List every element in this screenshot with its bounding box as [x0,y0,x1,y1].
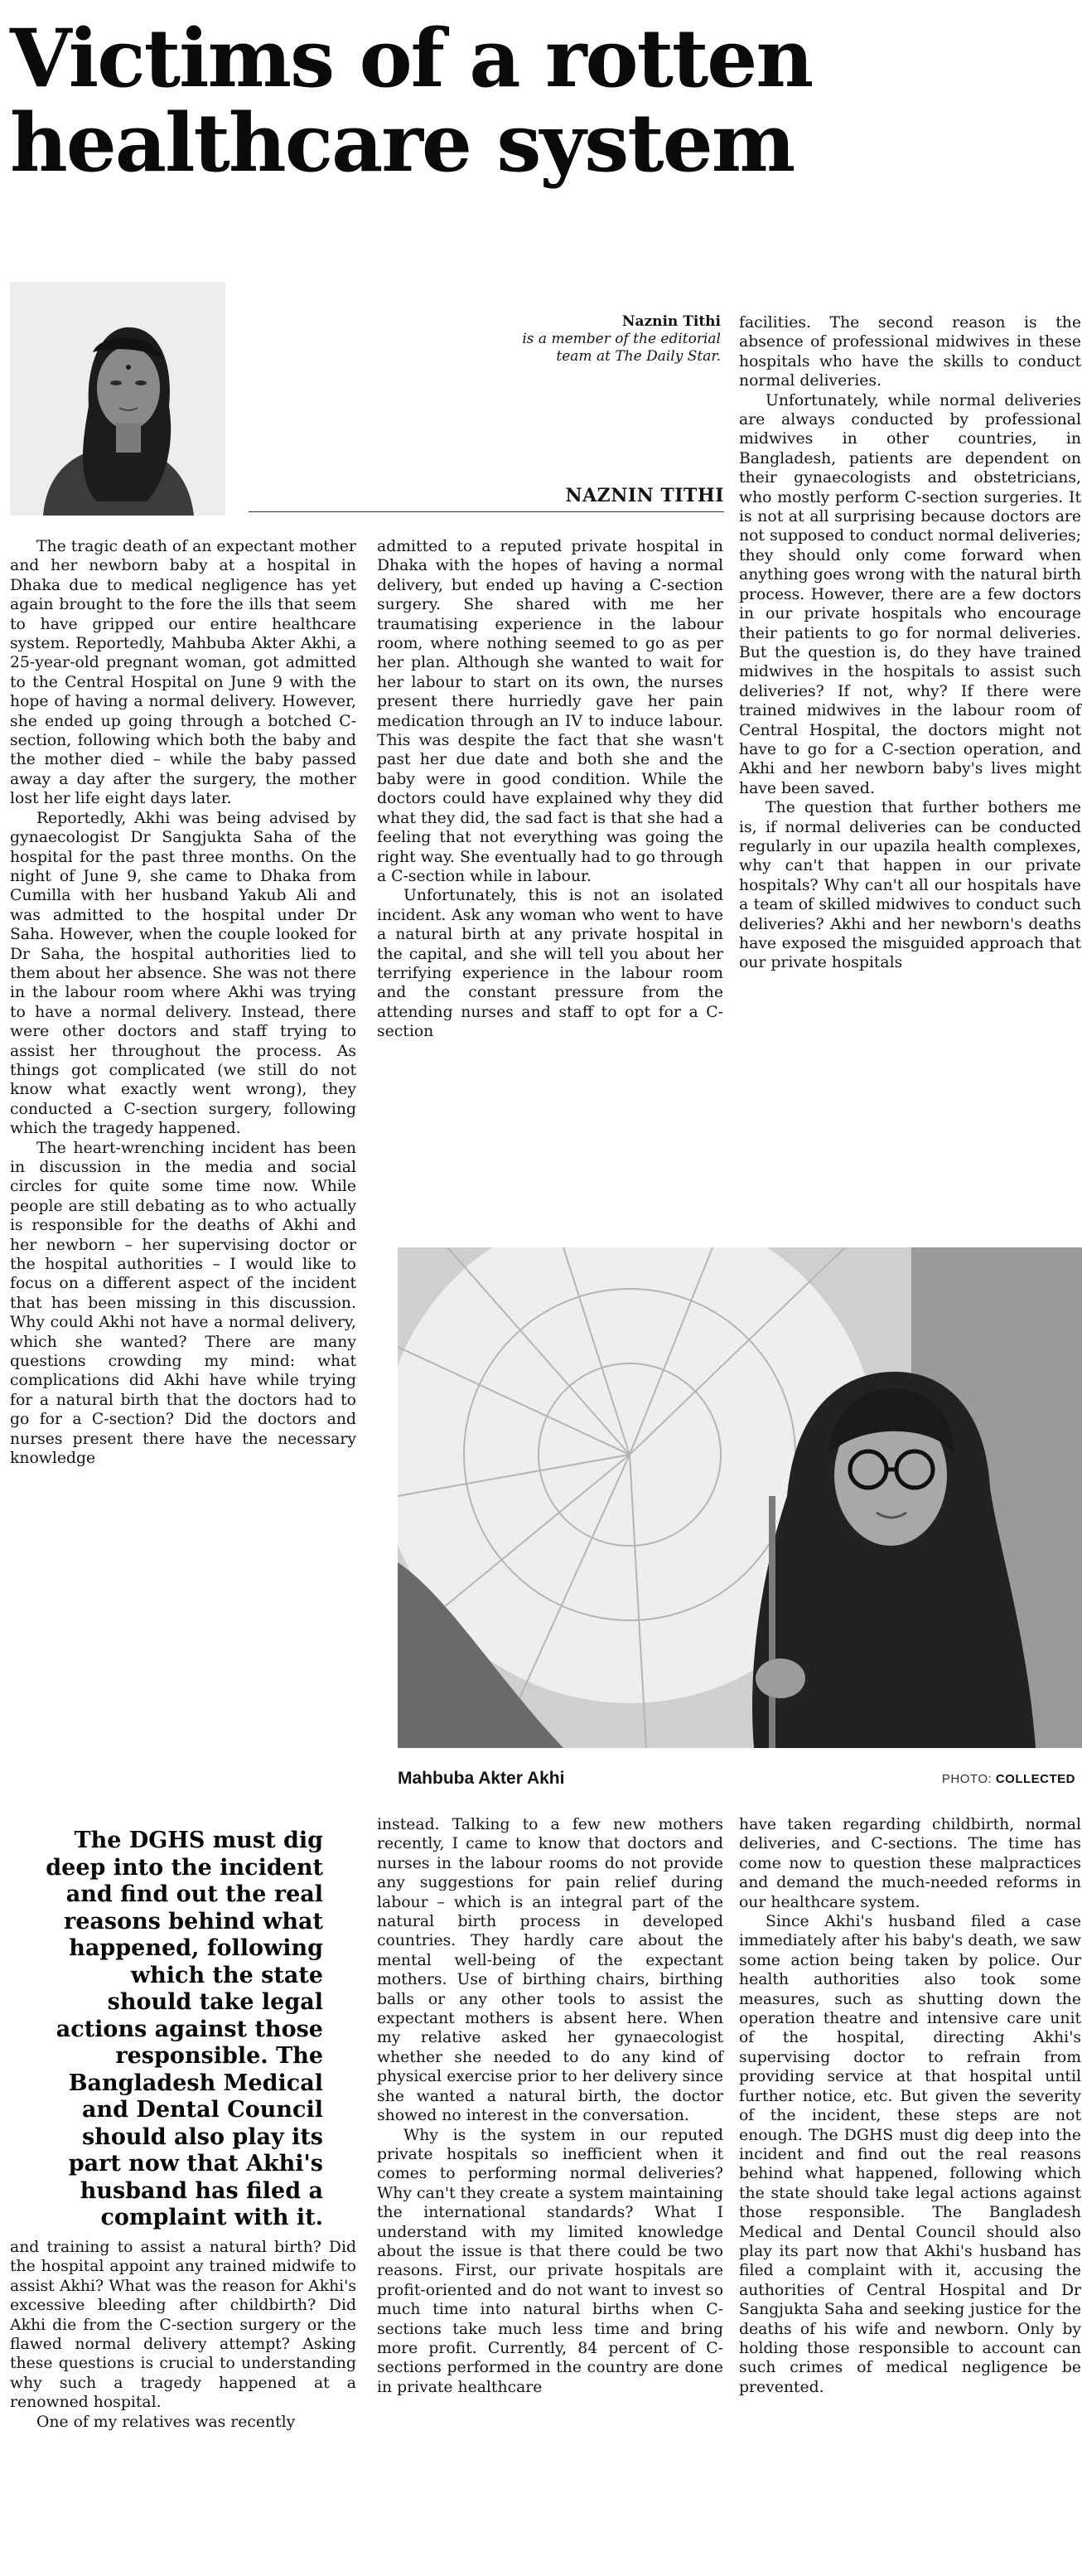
body-column-3 [739,313,1081,973]
body-column-3-continued [739,1815,1081,2397]
paragraph: Unfortunately, while normal deliveries are always conducted by professional midwives in other countries, in Bangladesh, patients are dependent on their gynaecologists and obstetricians, who mostly perform C-section surgeries. It is not at all surprising because doctors are not supposed to conduct normal deliveries; they should only come forward when anything goes wrong with the natural birth process. However, there are a few doctors in our private hospitals who encourage their patients to go for normal deliveries. But the question is, do they have trained midwives in the hospitals to assist such deliveries? If not, why? If there were trained midwives in the labour room of Central Hospital, the doctors might not have to go for a C-section operation, and Akhi and her newborn baby's lives might have been saved. [739,391,1081,797]
paragraph: and training to assist a natural birth? Did the hospital appoint any trained midwife to assist Akhi? What was the reason for Akhi's excessive bleeding after childbirth? Did Akhi die from the C-section surgery or the flawed normal delivery attempt? Asking these questions is crucial to understanding why such a tragedy happened at a renowned hospital. [10,2239,356,2412]
body-column-2-continued [377,1815,723,2397]
photo-caption: Mahbuba Akter Akhi [398,1769,565,1788]
paragraph: admitted to a reputed private hospital in Dhaka with the hopes of having a normal delivery, but ended up having a C-section surgery. She shared with me her traumatising experience in the labour room, where nothing seemed to go as per her plan. Although she wanted to wait for her labour to start on its own, the nurses present there hurriedly gave her pain medication through an IV to induce labour. This was despite the fact that she wasn't past her due date and both she and the baby were in good condition. While the doctors could have explained why they did what they did, the sad fact is that she had a feeling that not everything was going the right way. She eventually had to go through a C-section while in labour. [377,538,723,885]
paragraph: The tragic death of an expectant mother and her newborn baby at a hospital in Dhaka due to medical negligence has yet again brought to the fore the ills that seem to have gripped our entire healthcare system. Reportedly, Mahbuba Akter Akhi, a 25-year-old pregnant woman, got admitted to the Central Hospital on June 9 with the hope of having a normal delivery. However, she ended up going through a botched C-section, following which both the baby and the mother died – while the baby passed away a day after the surgery, the mother lost her life eight days later. [10,538,356,808]
author-byline: NAZNIN TITHI [249,485,724,512]
paragraph: Why is the system in our reputed private hospitals so inefficient when it comes to performing normal deliveries? Why can't they create a system maintaining the international standards? What I understand with my limited knowledge about the issue is that there could be two reasons. First, our private hospitals are profit-oriented and do not want to invest so much time into natural births when C-sections take much less time and bring more profit. Currently, 84 percent of C-sections performed in the country are done in private healthcare [377,2126,723,2396]
paragraph: One of my relatives was recently [36,2413,296,2431]
author-bio-line-1: is a member of the editorial [522,331,721,347]
paragraph: Since Akhi's husband filed a case immediately after his baby's death, we saw some action being taken by police. Our health authorities also took some measures, such as shutting down the operation theatre and intensive care unit of the hospital, directing Akhi's supervising doctor to refrain from providing service at that hospital until further notice, etc. But given the severity of the incident, these steps are not enough. The DGHS must dig deep into the incident and find out the real reasons behind what happened, following which the state should take legal actions against those responsible. The Bangladesh Medical and Dental Council should also play its part now that Akhi's husband has filed a complaint with it, accusing the authorities of Central Hospital and Dr Sangjukta Saha and seeking justice for the deaths of his wife and newborn. Only by holding those responsible to account can such crimes of medical negligence be prevented. [739,1913,1081,2396]
pull-quote: The DGHS must dig deep into the incident and find out the real reasons behind what happened, following which the state should take legal actions against those responsible. The Bangladesh Medical and Dental Council should also play its part now that Akhi's husband has filed a complaint with it. [46,1828,323,2230]
body-column-1-continued [10,2238,356,2432]
paragraph: Reportedly, Akhi was being advised by gynaecologist Dr Sangjukta Saha of the hospital for the past three months. On the night of June 9, she came to Dhaka from Cumilla with her husband Yakub Ali and was admitted to the hospital under Dr Saha. However, when the couple looked for Dr Saha, the hospital authorities lied to them about her absence. She was not there in the labour room where Akhi was trying to have a normal delivery. Instead, there were other doctors and staff trying to assist her throughout the process. As things got complicated (we still do not know what exactly went wrong), they conducted a C-section surgery, following which the tragedy happened. [10,809,356,1138]
figure-illustration [398,1247,1082,1748]
headline-line-1: Victims of a rotten [10,12,813,105]
paragraph: have taken regarding childbirth, normal deliveries, and C-sections. The time has come now to question these malpractices and demand the much-needed reforms in our healthcare system. [739,1816,1081,1911]
headline [10,12,1079,190]
author-portrait-photo [10,282,225,516]
author-name: Naznin Tithi [621,313,721,330]
paragraph: The question that further bothers me is, if normal deliveries can be conducted regularly in our upazila health complexes, why can't that happen in our private hospitals? Why can't all our hospitals have a team of skilled midwives to conduct such deliveries? Akhi and her newborn's deaths have exposed the misguided approach that our private hospitals [739,799,1081,972]
paragraph: Unfortunately, this is not an isolated incident. Ask any woman who went to have a natural birth at any private hospital in the capital, and she will tell you about her terrifying experience in the labour room and the constant pressure from the attending nurses and staff to opt for a C-section [377,887,723,1041]
body-column-2 [377,537,723,1042]
photo-credit [942,1772,1075,1786]
paragraph: The heart-wrenching incident has been in discussion in the media and social circles for quite some time now. While people are still debating as to who actually is responsible for the deaths of Akhi and her newborn – her supervising doctor or the hospital authorities – I would like to focus on a different aspect of the incident that has been missing in this discussion. Why could Akhi not have a normal delivery, which she wanted? There are many questions crowding my mind: what complications did Akhi have while trying for a natural birth that the doctors had to go for a C-section? Did the doctors and nurses present there have the necessary knowledge [10,1139,356,1468]
photo-credit-value: COLLECTED [995,1772,1075,1786]
author-description [514,313,721,366]
paragraph: instead. Talking to a few new mothers recently, I came to know that doctors and nurses in the labour rooms do not provide any suggestions for pain relief during labour – which is an integral part of the natural birth process in developed countries. They hardly care about the mental well-being of the expectant mothers. Use of birthing chairs, birthing balls or any other tools to assist the expectant mothers is absent here. When my relative asked her gynaecologist whether she needed to do any kind of physical exercise prior to her delivery since she wanted a natural birth, the doctor showed no interest in the conversation. [377,1816,723,2125]
author-bio-line-2: team at The Daily Star. [556,348,721,365]
woman-with-umbrella-photo [398,1247,1082,1748]
paragraph: facilities. The second reason is the absence of professional midwives in these hospitals who have the skills to conduct normal deliveries. [739,314,1081,390]
body-column-1 [10,537,356,1469]
photo-credit-label: PHOTO: [941,1772,993,1786]
headline-line-2: healthcare system [10,96,795,190]
author-portrait-illustration [10,282,225,516]
